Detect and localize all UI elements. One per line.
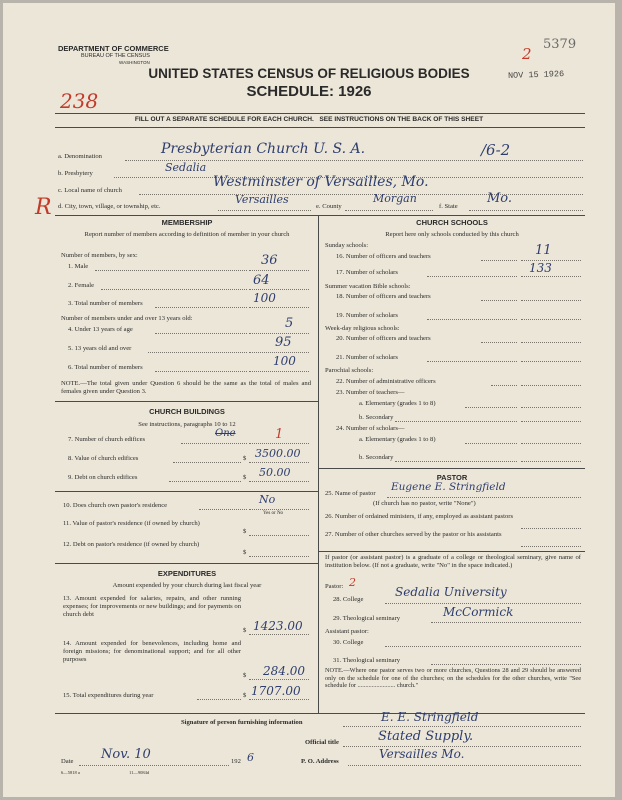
q16-field[interactable]: 11	[535, 243, 552, 258]
form-title: UNITED STATES CENSUS OF RELIGIOUS BODIES	[148, 66, 470, 81]
year-field[interactable]: 6	[247, 751, 254, 764]
q14-dollar: $	[243, 672, 247, 679]
res-value-dollar: $	[243, 528, 247, 535]
q20-label: 20. Number of officers and teachers	[336, 335, 431, 342]
city-label: d. City, town, village, or township, etc.	[58, 203, 161, 210]
state-label: f. State	[439, 203, 458, 210]
denomination-code: /6-2	[481, 141, 511, 159]
over13-label: 5. 13 years old and over	[68, 345, 132, 352]
value-dollar: $	[243, 455, 247, 462]
pastor-title: PASTOR	[436, 473, 468, 482]
q24-label: 24. Number of scholars—	[336, 425, 405, 432]
q27-label: 27. Number of other churches served by the pastor or his assistants	[325, 531, 502, 538]
q23a-label: a. Elementary (grades 1 to 8)	[359, 400, 436, 407]
print-code: 11—9084d	[129, 770, 150, 775]
yes-no-hint: Yes or No	[263, 511, 284, 516]
q15-field[interactable]: 1707.00	[251, 684, 301, 698]
official-title-label: Official title	[305, 739, 339, 746]
total2-label: 6. Total number of members	[68, 364, 143, 371]
washington: WASHINGTON	[119, 60, 150, 65]
res-debt-dollar: $	[243, 549, 247, 556]
signature-field[interactable]: E. E. Stringfield	[381, 710, 479, 724]
q30-label: 30. College	[333, 639, 364, 646]
membership-intro: Report number of members according to definition of member in your church	[84, 231, 290, 238]
buildings-title: CHURCH BUILDINGS	[149, 407, 225, 416]
official-title-field[interactable]: Stated Supply.	[378, 729, 474, 744]
parochial-label: Parochial schools:	[325, 367, 374, 374]
year-prefix: 192	[231, 758, 241, 765]
edifices-struck: One	[215, 428, 236, 439]
date-field[interactable]: Nov. 10	[101, 747, 151, 762]
residence-label: 10. Does church own pastor's residence	[63, 502, 168, 509]
q16-label: 16. Number of officers and teachers	[336, 253, 431, 260]
r-mark: R	[35, 195, 52, 220]
membership-note: NOTE.—The total given under Question 6 should be the same as the total of males and females given under Question 3.	[61, 380, 311, 395]
q28-label: 28. College	[333, 596, 364, 603]
debt-label: 9. Debt on church edifices	[68, 474, 138, 481]
value-label: 8. Value of church edifices	[68, 455, 139, 462]
q13-field[interactable]: 1423.00	[253, 619, 303, 633]
edifices-label: 7. Number of church edifices	[68, 436, 146, 443]
q25-note: (If church has no pastor, write "None")	[373, 500, 476, 507]
debt-dollar: $	[243, 474, 247, 481]
county-label: e. County	[316, 203, 342, 210]
local-name-field[interactable]: Westminster of Versailles, Mo.	[213, 174, 429, 190]
q19-label: 19. Number of scholars	[336, 312, 398, 319]
po-address-label: P. O. Address	[301, 758, 339, 765]
debt-field[interactable]: 50.00	[259, 466, 291, 479]
pastor-mark: 2	[349, 576, 356, 589]
q24a-label: a. Elementary (grades 1 to 8)	[359, 436, 436, 443]
census-form	[3, 3, 615, 797]
q17-label: 17. Number of scholars	[336, 269, 398, 276]
q13-label: 13. Amount expended for salaries, repairs, and other running expenses; for improvements or new buildings; and for payments on church debt	[63, 595, 241, 618]
denomination-label: a. Denomination	[58, 153, 102, 160]
date-label: Date	[61, 758, 74, 765]
serial-number: 5379	[543, 37, 577, 52]
q25-field[interactable]: Eugene E. Stringfield	[391, 481, 506, 493]
q31-label: 31. Theological seminary	[333, 657, 401, 664]
bureau: BUREAU OF THE CENSUS	[81, 53, 150, 59]
female-label: 2. Female	[68, 282, 95, 289]
summer-label: Summer vacation Bible schools:	[325, 283, 411, 290]
expenditures-intro: Amount expended by your church during last fiscal year	[112, 582, 262, 589]
q23b-label: b. Secondary	[359, 414, 394, 421]
q29-field[interactable]: McCormick	[443, 605, 514, 619]
q17-field[interactable]: 133	[529, 261, 552, 275]
sunday-label: Sunday schools:	[325, 242, 369, 249]
under13-field[interactable]: 5	[285, 316, 294, 331]
res-debt-label: 12. Debt on pastor's residence (if owned by church)	[63, 541, 200, 548]
q15-dollar: $	[243, 692, 247, 699]
schools-title: CHURCH SCHOOLS	[416, 218, 488, 227]
received-stamp: NOV 15 1926	[507, 69, 565, 81]
q13-dollar: $	[243, 627, 247, 634]
female-field[interactable]: 64	[253, 273, 270, 288]
under13-label: 4. Under 13 years of age	[68, 326, 133, 333]
q29-label: 29. Theological seminary	[333, 615, 401, 622]
q18-label: 18. Number of officers and teachers	[336, 293, 431, 300]
county-field[interactable]: Morgan	[373, 192, 417, 205]
q28-field[interactable]: Sedalia University	[395, 585, 507, 599]
buildings-intro: See instructions, paragraphs 10 to 12	[138, 421, 236, 428]
city-field[interactable]: Versailles	[235, 193, 289, 206]
weekday-label: Week-day religious schools:	[325, 325, 400, 332]
q15-label: 15. Total expenditures during year	[63, 692, 154, 699]
schools-intro: Report here only schools conducted by this church	[385, 231, 519, 238]
edifices-field[interactable]: 1	[275, 427, 284, 442]
male-field[interactable]: 36	[261, 253, 278, 268]
age-intro: Number of members under and over 13 years old:	[61, 315, 193, 322]
q23-label: 23. Number of teachers—	[336, 389, 405, 396]
q26-label: 26. Number of ordained ministers, if any, employed as assistant pastors	[325, 513, 514, 520]
po-address-field[interactable]: Versailles Mo.	[379, 747, 465, 761]
assistant-label: Assistant pastor:	[325, 628, 369, 635]
pastor-label: Pastor:	[325, 583, 344, 590]
handwritten-number: 238	[60, 89, 99, 113]
membership-title: MEMBERSHIP	[161, 218, 213, 227]
total2-field[interactable]: 100	[273, 354, 296, 368]
local-name-label: c. Local name of church	[58, 187, 122, 194]
presbytery-field[interactable]: Sedalia	[165, 161, 207, 174]
presbytery-label: b. Presbytery	[58, 170, 93, 177]
total1-label: 3. Total number of members	[68, 300, 143, 307]
denomination-field[interactable]: Presbyterian Church U. S. A.	[161, 141, 366, 157]
instruction-line: FILL OUT A SEPARATE SCHEDULE FOR EACH CHURCH. SEE INSTRUCTIONS ON THE BACK OF THIS SHEET	[134, 116, 484, 123]
over13-field[interactable]: 95	[275, 335, 292, 350]
total1-field[interactable]: 100	[253, 291, 276, 305]
res-value-label: 11. Value of pastor's residence (if owned by church)	[63, 520, 200, 527]
q22-label: 22. Number of administrative officers	[336, 378, 436, 385]
department: DEPARTMENT OF COMMERCE	[58, 44, 169, 53]
state-field[interactable]: Mo.	[487, 191, 513, 206]
q24b-label: b. Secondary	[359, 454, 394, 461]
red-mark-top: 2	[522, 45, 532, 63]
value-field[interactable]: 3500.00	[255, 447, 301, 460]
form-code: 6—5818 a	[61, 770, 80, 775]
signature-label: Signature of person furnishing information	[181, 719, 303, 726]
pastor-note: NOTE.—Where one pastor serves two or more churches, Questions 28 and 29 should be answered only on the schedule for one of the churches; on the schedules for the other churches, write "See schedule for ........................ church."	[325, 667, 581, 690]
by-sex-label: Number of members, by sex:	[61, 252, 138, 259]
expenditures-title: EXPENDITURES	[157, 569, 217, 578]
q14-field[interactable]: 284.00	[263, 664, 305, 678]
q21-label: 21. Number of scholars	[336, 354, 398, 361]
male-label: 1. Male	[68, 263, 89, 270]
q25-label: 25. Name of pastor	[325, 490, 376, 497]
q14-label: 14. Amount expended for benevolences, including home and foreign missions; for denominational support; and for all other purposes	[63, 640, 241, 663]
graduate-note: If pastor (or assistant pastor) is a graduate of a college or theological seminary, give name of institution below. (If not a graduate, write "No" in the space indicated.)	[325, 554, 581, 569]
schedule-title: SCHEDULE: 1926	[246, 83, 372, 100]
residence-field[interactable]: No	[259, 493, 276, 506]
